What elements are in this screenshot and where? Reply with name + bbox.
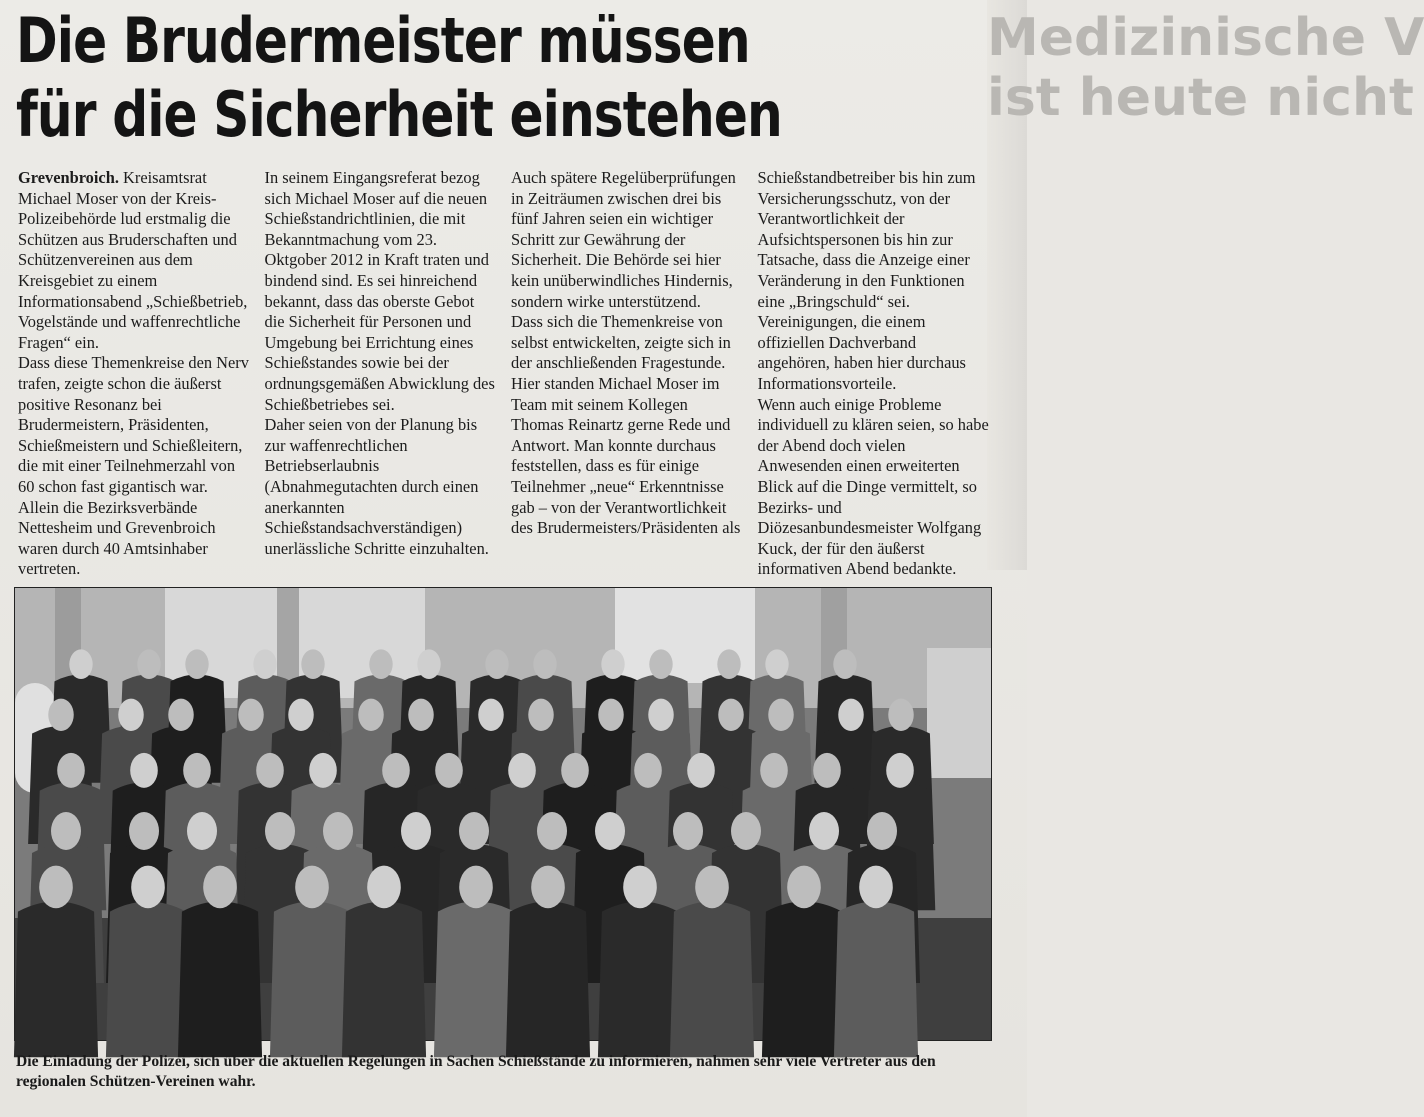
person-head [687, 753, 715, 788]
person-head [118, 699, 144, 731]
article-body [18, 168, 990, 578]
article-column-3 [511, 168, 744, 580]
paragraph: Daher seien von der Planung bis zur waffenrechtlichen Betriebserlaubnis (Abnahmegutachten durch einen anerkannten Schießstandsachverständigen) unerlässliche Schritte einzuhalten. [264, 415, 489, 558]
person-body [14, 902, 98, 1058]
person-head [809, 812, 839, 850]
person-head [695, 866, 729, 909]
person-head [288, 699, 314, 731]
person-head [765, 649, 788, 679]
person-head [382, 753, 410, 788]
article-column-2 [265, 168, 498, 580]
person-head [256, 753, 284, 788]
person-head [673, 812, 703, 850]
paragraph: Grevenbroich. Kreisamtsrat Michael Moser von der Kreis-Polizeibehörde lud erstmalig die Schützen aus Bruderschaften und Schützenvereinen aus dem Kreisgebiet zu einem Informationsabend „Schießbetrieb, Vogelstände und waffenrechtliche Fragen“ ein. [18, 168, 248, 352]
person-head [859, 866, 893, 909]
person-body [670, 902, 754, 1058]
photo-caption: Die Einladung der Polizei, sich über die aktuellen Regelungen in Sachen Schießstände zu informieren, nahmen sehr viele Vertreter aus den regionalen Schützen-Vereinen wahr. [16, 1053, 936, 1090]
person-head [813, 753, 841, 788]
person-head [634, 753, 662, 788]
person-head [886, 753, 914, 788]
paragraph: Dass diese Themenkreise den Nerv trafen, zeigte schon die äußerst positive Resonanz bei Brudermeistern, Präsidenten, Schießmeistern und Schießleitern, die mit einer Teilnehmerzahl von 60 schon fast gigantisch war. Allein die Bezirksverbände Nettesheim und Grevenbroich waren durch 40 Amtsinhaber vertreten. [18, 353, 249, 579]
person-head [649, 649, 672, 679]
person-head [838, 699, 864, 731]
person-head [265, 812, 295, 850]
adjacent-article-fragment: Medizinische V ist heute nicht [987, 8, 1424, 128]
person-head [187, 812, 217, 850]
person-head [183, 753, 211, 788]
person-head [253, 649, 276, 679]
person-body [178, 902, 262, 1058]
person-head [185, 649, 208, 679]
person-head [309, 753, 337, 788]
person-head [51, 812, 81, 850]
person-head [867, 812, 897, 850]
article-column-1 [18, 168, 251, 580]
person-head [531, 866, 565, 909]
dateline: Grevenbroich. [18, 168, 119, 187]
person-head [787, 866, 821, 909]
person-head [39, 866, 73, 909]
group-photo [14, 587, 992, 1041]
paragraph: Wenn auch einige Probleme individuell zu klären seien, so habe der Abend doch vielen Anwesenden einen erweiterten Blick auf die Dinge vermittelt, so Bezirks- und Diözesanbundesmeister Wolfgang Kuck, der für den äußerst informativen Abend bedankte. [757, 394, 989, 579]
person-head [533, 649, 556, 679]
person-head [69, 649, 92, 679]
person-head [485, 649, 508, 679]
person-head [369, 649, 392, 679]
person-head [888, 699, 914, 731]
person-head [648, 699, 674, 731]
person-head [131, 866, 165, 909]
paragraph: Dass sich die Themenkreise von selbst entwickelten, zeigte sich in der anschließenden Fragestunde. Hier standen Michael Moser im Team mit seinem Kollegen Thomas Reinartz gerne Rede und Antwort. Man konnte durchaus feststellen, dass es für einige Teilnehmer „neue“ Erkenntnisse gab – von der Verantwortlichkeit des Brudermeisters/Präsidenten als [511, 312, 741, 538]
person-body [342, 902, 426, 1058]
person-head [601, 649, 624, 679]
person-body [834, 902, 918, 1058]
person-body [270, 902, 354, 1058]
person-head [595, 812, 625, 850]
headline-line-2: für die Sicherheit einstehen [16, 78, 782, 151]
person-head [435, 753, 463, 788]
person-head [833, 649, 856, 679]
person-head [168, 699, 194, 731]
paragraph: Auch spätere Regelüberprüfungen in Zeiträumen zwischen drei bis fünf Jahren seien ein wichtiger Schritt zur Gewährung der Sicherheit. Die Behörde sei hier kein unüberwindliches Hindernis, sondern wirke unterstützend. [511, 168, 736, 311]
person-head [129, 812, 159, 850]
person-head [367, 866, 401, 909]
person-head [768, 699, 794, 731]
person-head [717, 649, 740, 679]
person-head [48, 699, 74, 731]
person-head [459, 866, 493, 909]
person-head [295, 866, 329, 909]
article-column-4 [758, 168, 991, 580]
person-head [203, 866, 237, 909]
headline [16, 4, 871, 152]
adjacent-article-bleed [987, 0, 1424, 570]
person-head [528, 699, 554, 731]
person-head [358, 699, 384, 731]
person-head [301, 649, 324, 679]
person-body [762, 902, 846, 1058]
person-body [434, 902, 518, 1058]
paragraph: In seinem Eingangsreferat bezog sich Michael Moser auf die neuen Schießstandrichtlinien, die mit Bekanntmachung vom 23. Oktgober 2012 in Kraft traten und bindend sind. Es sei hinreichend bekannt, dass das oberste Gebot die Sicherheit für Personen und Umgebung bei Errichtung eines Schießstandes sowie bei der ordnungsgemäßen Abwicklung des Schießbetriebes sei. [264, 168, 495, 414]
person-head [238, 699, 264, 731]
person-head [508, 753, 536, 788]
person-head [760, 753, 788, 788]
person-head [401, 812, 431, 850]
person-head [718, 699, 744, 731]
person-head [137, 649, 160, 679]
person-body [598, 902, 682, 1058]
person-body [506, 902, 590, 1058]
person-head [57, 753, 85, 788]
person-head [478, 699, 504, 731]
group-photo-illustration [15, 588, 991, 1040]
person-head [323, 812, 353, 850]
person-head [561, 753, 589, 788]
paragraph: Schießstandbetreiber bis hin zum Versicherungsschutz, von der Verantwortlichkeit der Aufsichtspersonen bis hin zur Tatsache, dass die Anzeige einer Veränderung in den Funktionen eine „Bringschuld“ sei. Vereinigungen, die einem offiziellen Dachverband angehören, haben hier durchaus Informationsvorteile. [757, 168, 976, 393]
person-head [417, 649, 440, 679]
headline-line-1: Die Brudermeister müssen [16, 4, 750, 77]
person-head [623, 866, 657, 909]
person-head [408, 699, 434, 731]
person-body [106, 902, 190, 1058]
person-head [537, 812, 567, 850]
person-head [731, 812, 761, 850]
person-head [459, 812, 489, 850]
person-head [598, 699, 624, 731]
person-head [130, 753, 158, 788]
